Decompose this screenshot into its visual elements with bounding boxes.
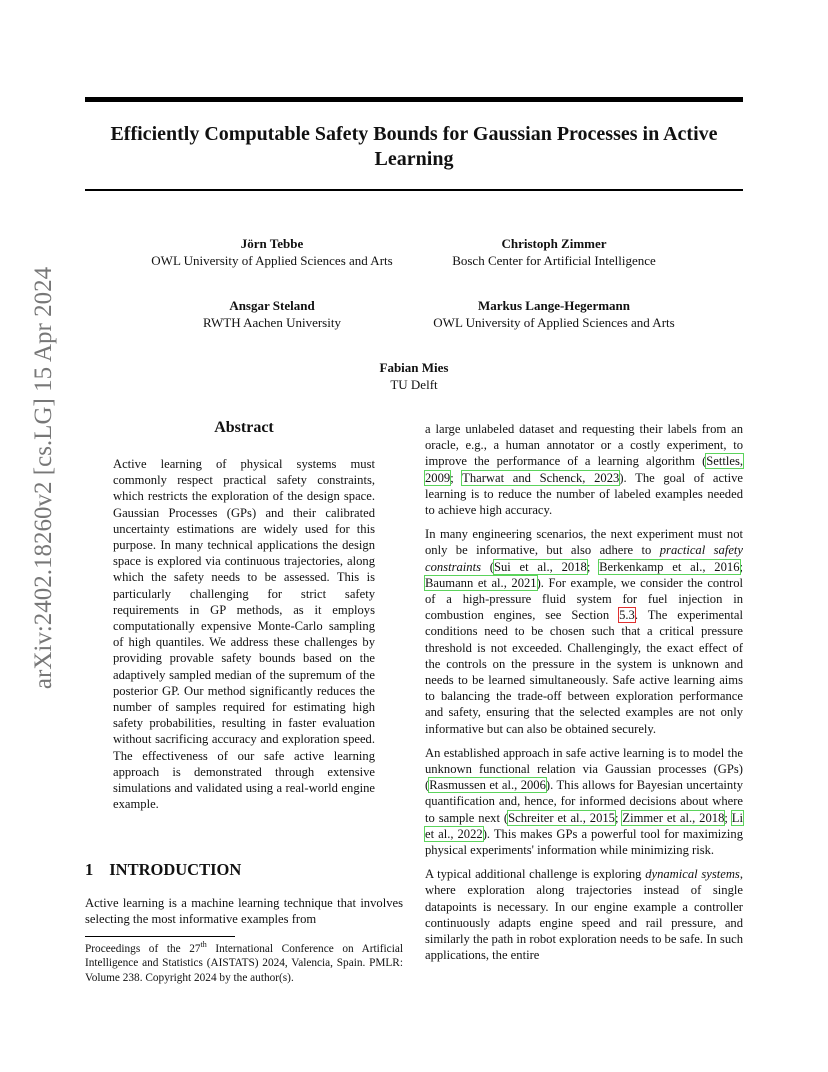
emphasis-text: dynamical systems bbox=[645, 867, 740, 882]
citation-link[interactable]: Berkenkamp et al., 2016 bbox=[599, 559, 740, 574]
text-run: ; bbox=[614, 810, 623, 825]
author-affiliation: TU Delft bbox=[390, 377, 438, 392]
right-column bbox=[425, 421, 743, 972]
citation-link[interactable]: Baumann et al., 2021 bbox=[425, 575, 537, 590]
author-affiliation: OWL University of Applied Sciences and Arts bbox=[151, 253, 393, 268]
author-name: Fabian Mies bbox=[379, 360, 449, 375]
footnote-text: International Conference on Artificial Intelligence and Statistics (AISTATS) 2024, Valencia, Spain. PMLR: Volume 238. Copyright 2024 by the author(s). bbox=[85, 942, 403, 984]
paper-title: Efficiently Computable Safety Bounds for Gaussian Processes in Active Learning bbox=[110, 123, 718, 170]
citation-link[interactable]: Sui et al., 2018 bbox=[493, 559, 587, 574]
paragraph bbox=[425, 526, 743, 737]
author-block-4 bbox=[403, 297, 705, 331]
intro-paragraph: Active learning is a machine learning technique that involves selecting the most informative examples from bbox=[85, 896, 403, 927]
text-run: . The experimental conditions need to be chosen such that a critical pressure threshold is not exceeded. Challengingly, the exact effect of the controls on the pressure in the system is unknown and needs to be learned simultaneously. Safe active learning aims to balancing the trade-off between exploration performance and safety, ensuring that the selected examples are not only informative but can also be obtained securely. bbox=[425, 608, 743, 736]
author-affiliation: RWTH Aachen University bbox=[203, 315, 341, 330]
text-run: ). This allows for Bayesian uncertainty quantification and, hence, for informed decisions about where to sample next ( bbox=[425, 778, 744, 825]
author-block-3 bbox=[152, 297, 392, 331]
footnote-text: Proceedings of the 27 bbox=[85, 942, 201, 955]
author-block-1 bbox=[122, 235, 422, 269]
author-block-2 bbox=[414, 235, 694, 269]
abstract-heading: Abstract bbox=[214, 419, 274, 436]
emphasis-text: practical safety constraints bbox=[425, 543, 743, 574]
text-run: ). The goal of active learning is to reduce the number of labeled examples needed to achieve high accuracy. bbox=[425, 470, 743, 518]
text-run: A typical additional challenge is exploring bbox=[425, 867, 646, 882]
text-run: , where exploration along trajectories instead of single datapoints is necessary. In our engine example a controller continuously adapts engine speed and rail pressure, and similarly the path in robot exploration needs to be safe. In such applications, the entire bbox=[425, 867, 743, 963]
text-run: ; bbox=[586, 559, 600, 574]
paragraph bbox=[425, 745, 743, 858]
author-name: Christoph Zimmer bbox=[501, 236, 607, 251]
text-run: ; bbox=[450, 470, 463, 485]
section-heading bbox=[85, 860, 241, 880]
title-top-rule bbox=[85, 97, 743, 102]
author-name: Ansgar Steland bbox=[229, 298, 315, 313]
text-run: ). For example, we consider the control of a high-pressure fluid system for fuel injection in combustion engines, see Section bbox=[425, 575, 743, 623]
abstract-text: Active learning of physical systems must commonly respect practical safety constraints, which restricts the exploration of the design space. Gaussian Processes (GPs) and their calibrated uncertainty estimations are widely used for this purpose. In many technical applications the design space is explored via continuous trajectories, along which the safety needs to be assessed. This is particularly challenging for strict safety requirements in GP methods, as it employs computationally expensive Monte-Carlo sampling of high quantiles. We address these challenges by providing provable safety bounds based on the adaptively sampled median of the supremum of the posterior GP. Our method significantly reduces the number of samples required for estimating high safety probabilities, resulting in faster evaluation without sacrificing accuracy and exploration speed. The effectiveness of our safe active learning approach is demonstrated through extensive simulations and validated using a real-world engine example. bbox=[113, 457, 375, 812]
text-run: ; bbox=[724, 810, 732, 825]
text-run: An established approach in safe active learning is to model the unknown functional relation via Gaussian processes (GPs) ( bbox=[425, 745, 743, 793]
citation-link[interactable]: Settles, 2009 bbox=[425, 454, 743, 485]
title-bottom-rule bbox=[85, 189, 743, 191]
arxiv-identifier: arXiv:2402.18260v2 [cs.LG] 15 Apr 2024 bbox=[30, 266, 57, 690]
author-name: Jörn Tebbe bbox=[240, 236, 304, 251]
author-affiliation: Bosch Center for Artificial Intelligence bbox=[452, 253, 656, 268]
author-name: Markus Lange-Hegermann bbox=[477, 298, 631, 313]
footnote bbox=[85, 938, 403, 985]
citation-link[interactable]: Tharwat and Schenck, 2023 bbox=[462, 470, 620, 485]
paragraph bbox=[425, 421, 743, 518]
citation-link[interactable]: Schreiter et al., 2015 bbox=[508, 810, 615, 825]
footnote-rule bbox=[85, 936, 235, 937]
author-affiliation: OWL University of Applied Sciences and Arts bbox=[433, 315, 675, 330]
text-run: ). This makes GPs a powerful tool for maximizing physical experiments' information while minimizing risk. bbox=[425, 826, 743, 858]
section-number: 1 bbox=[85, 860, 94, 879]
footnote-superscript: th bbox=[200, 940, 207, 949]
author-block-5 bbox=[314, 359, 514, 393]
citation-link[interactable]: Zimmer et al., 2018 bbox=[622, 810, 725, 825]
text-run: a large unlabeled dataset and requesting their labels from an oracle, e.g., a human annotator or a costly experiment, to improve the performance of a learning algorithm ( bbox=[425, 422, 743, 469]
text-run: ; bbox=[739, 559, 743, 574]
text-run: In many engineering scenarios, the next experiment must not only be informative, but also adhere to bbox=[425, 527, 743, 558]
text-run: ( bbox=[480, 559, 494, 574]
section-title: INTRODUCTION bbox=[109, 860, 242, 879]
citation-link[interactable]: Rasmussen et al., 2006 bbox=[429, 778, 546, 793]
paragraph bbox=[425, 866, 743, 963]
section-reference-link[interactable]: 5.3 bbox=[619, 608, 635, 623]
citation-link[interactable]: Li et al., 2022 bbox=[425, 810, 743, 841]
